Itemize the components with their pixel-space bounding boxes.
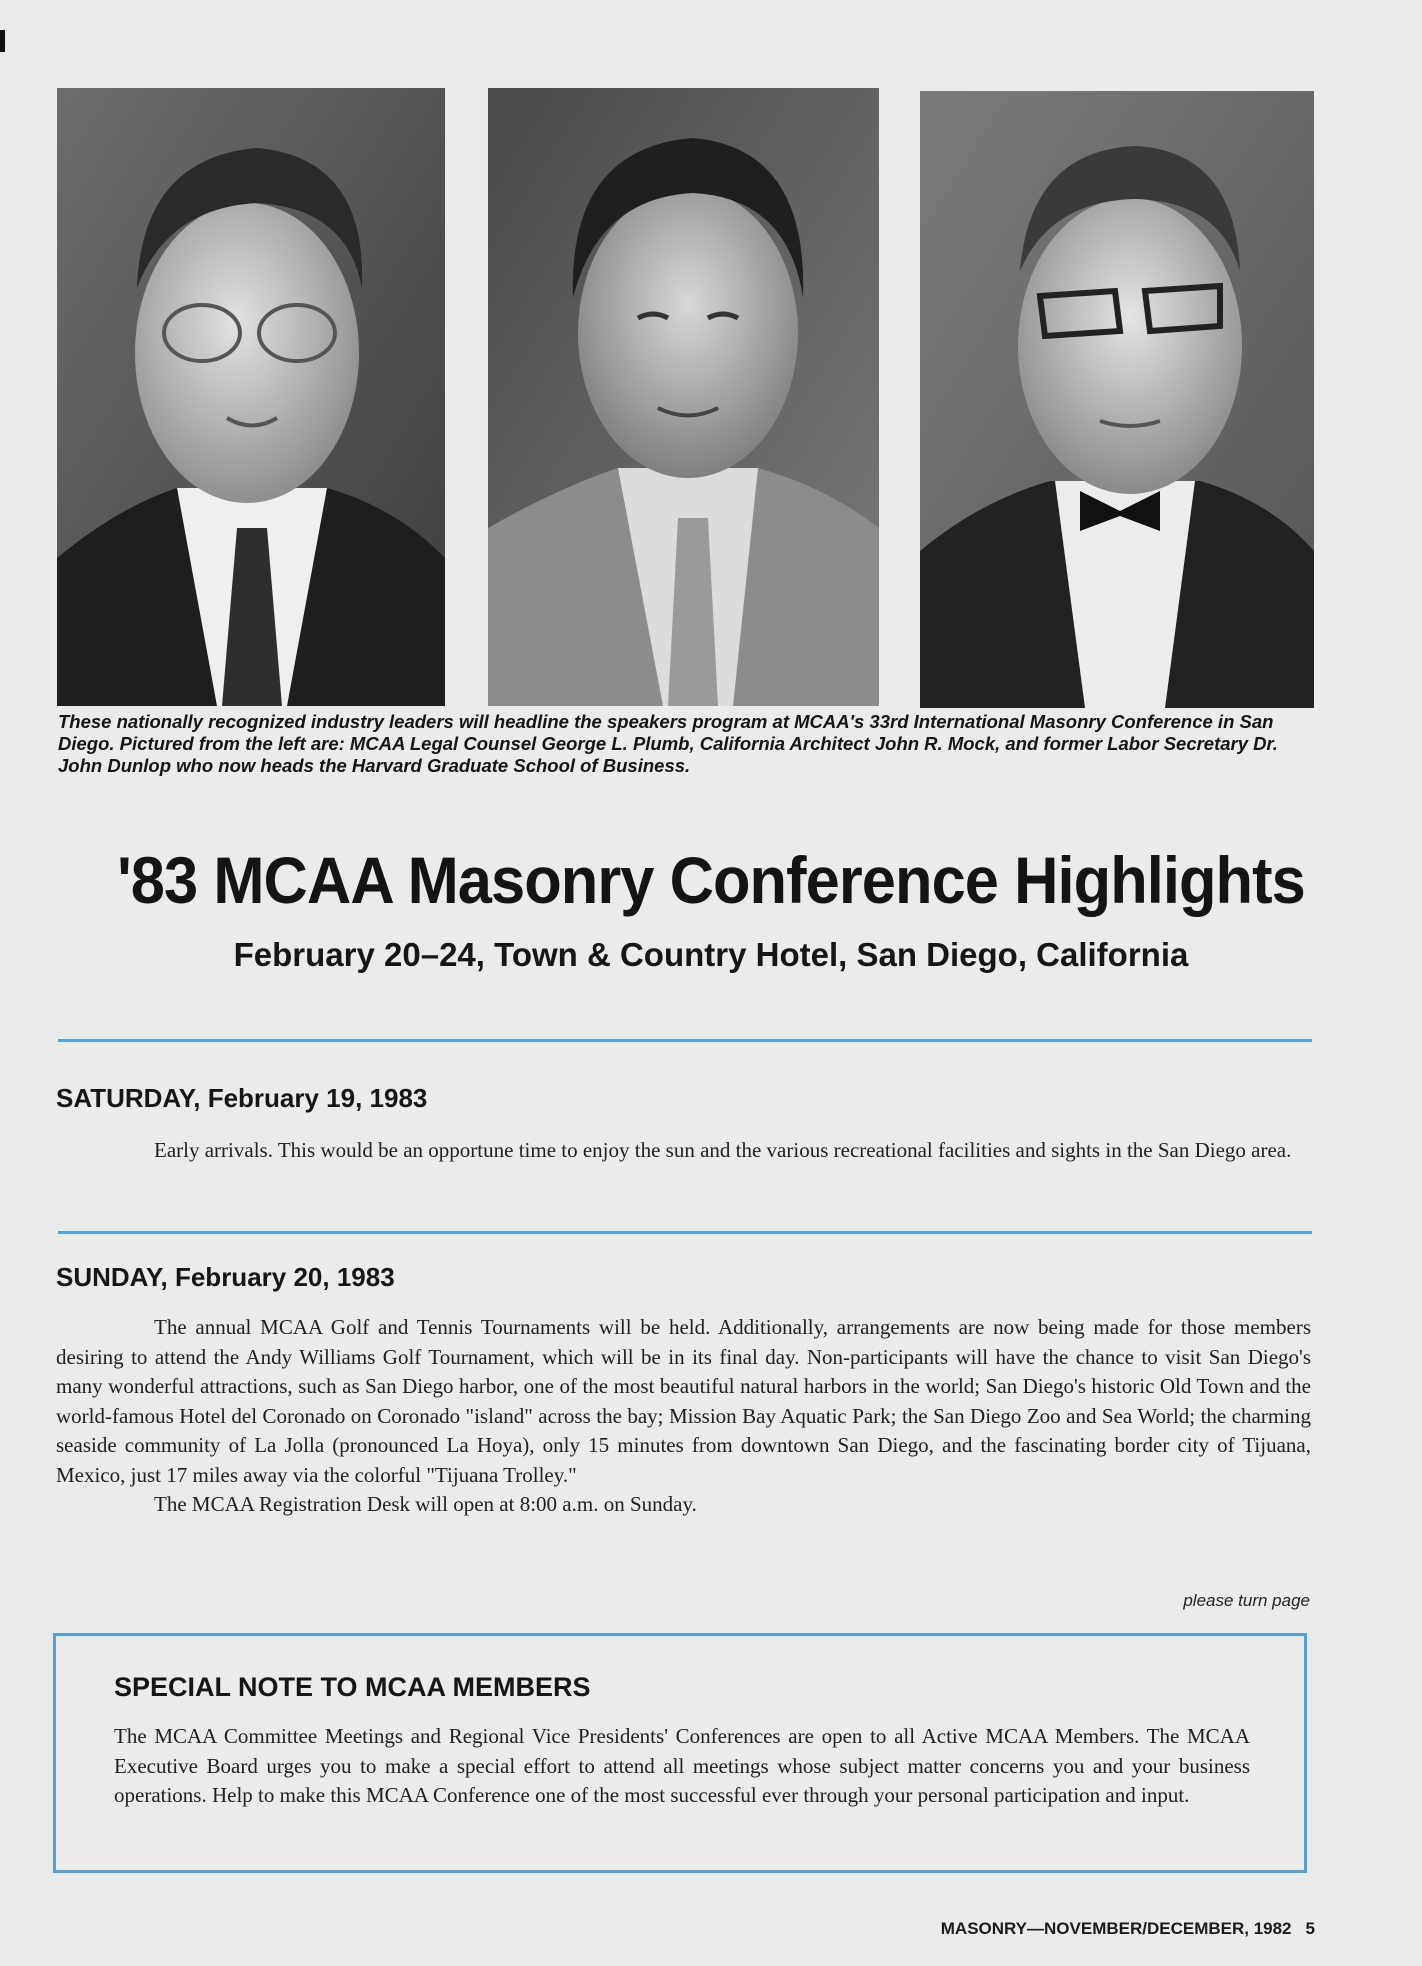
- special-note-box: [53, 1633, 1307, 1873]
- portrait-photo-john-mock: [488, 88, 879, 706]
- saturday-heading: SATURDAY, February 19, 1983: [56, 1083, 428, 1113]
- page-edge-mark: [0, 30, 5, 52]
- special-note-text: The MCAA Committee Meetings and Regional Vice Presidents' Conferences are open to all Active MCAA Members. The MCAA Executive Board urges you to make a special effort to attend all meetings whose subject matter concerns you and your business operations. Help to make this MCAA Conference one of the most successful ever through your personal participation and input.: [114, 1724, 1250, 1807]
- page-footer: [941, 1919, 1315, 1939]
- turn-page-note: please turn page: [1183, 1591, 1310, 1610]
- conference-dates-location: February 20–24, Town & Country Hotel, San Diego, California: [233, 936, 1189, 973]
- section-divider: [58, 1039, 1312, 1042]
- portrait-photo-george-plumb: [57, 88, 445, 706]
- special-note-heading: SPECIAL NOTE TO MCAA MEMBERS: [114, 1672, 591, 1702]
- sunday-text: [56, 1313, 1311, 1520]
- photo-caption: These nationally recognized industry leaders will headline the speakers program at MCAA's 33rd International Masonry Conference in San Diego. Pictured from the left are: MCAA Legal Counsel George L. Plumb, California Architect John R. Mock, and former Labor Secretary Dr. John Dunlop who now heads the Harvard Graduate School of Business.: [58, 711, 1278, 776]
- section-divider: [58, 1231, 1312, 1234]
- publication-info: MASONRY—NOVEMBER/DECEMBER, 1982: [940, 1919, 1292, 1938]
- saturday-text: [56, 1136, 1311, 1166]
- page-title: '83 MCAA Masonry Conference Highlights: [117, 843, 1305, 917]
- page-number: 5: [1305, 1919, 1315, 1938]
- sunday-heading: SUNDAY, February 20, 1983: [56, 1262, 395, 1292]
- sunday-paragraph-1: The annual MCAA Golf and Tennis Tournaments will be held. Additionally, arrangements are now being made for those members desiring to attend the Andy Williams Golf Tournament, which will be in its final day. Non-participants will have the chance to visit San Diego's many wonderful attractions, such as San Diego harbor, one of the most beautiful natural harbors in the world; San Diego's historic Old Town and the world-famous Hotel del Coronado on Coronado "island" across the bay; Mission Bay Aquatic Park; the San Diego Zoo and Sea World; the charming seaside community of La Jolla (pronounced La Hoya), only 15 minutes from downtown San Diego, and the fascinating border city of Tijuana, Mexico, just 17 miles away via the colorful "Tijuana Trolley.": [56, 1315, 1311, 1487]
- saturday-paragraph: Early arrivals. This would be an opportune time to enjoy the sun and the various recreational facilities and sights in the San Diego area.: [154, 1138, 1292, 1162]
- sunday-paragraph-2: The MCAA Registration Desk will open at 8:00 a.m. on Sunday.: [154, 1492, 697, 1516]
- portrait-photo-john-dunlop: [920, 91, 1314, 708]
